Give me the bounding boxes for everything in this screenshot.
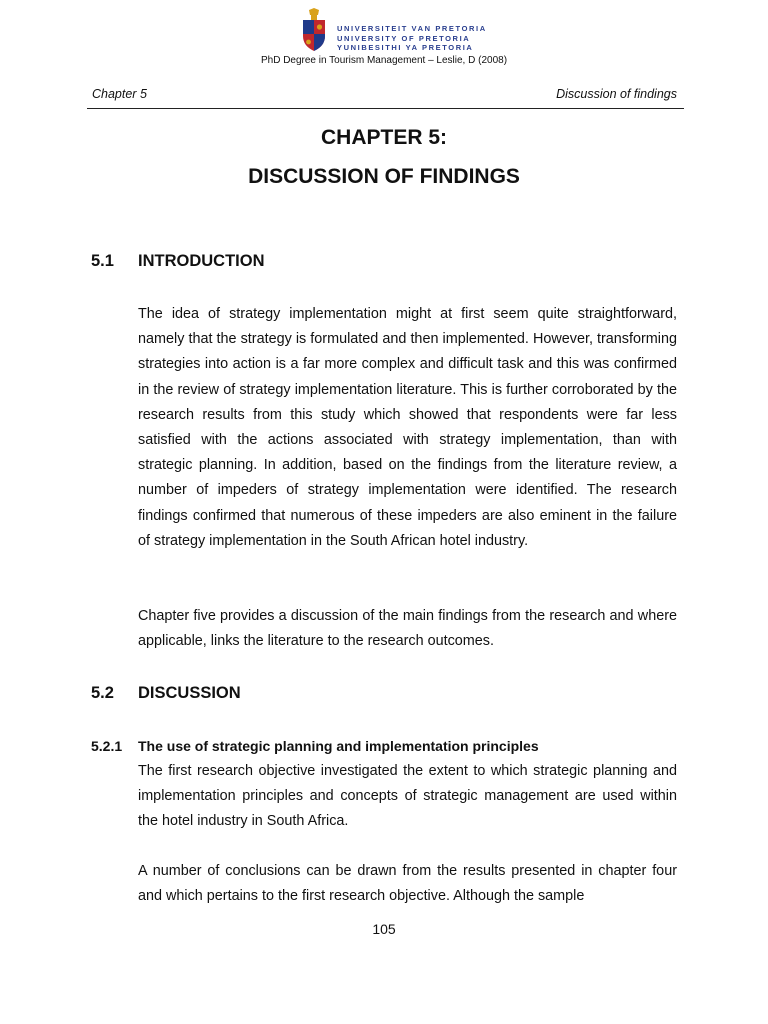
crest-icon [300, 8, 328, 52]
chapter-title: DISCUSSION OF FINDINGS [248, 165, 520, 188]
intro-paragraph-1: The idea of strategy implementation might at first seem quite straightforward, namely that the strategy is formulated and then implemented. However, transforming strategies into action is a far more complex and difficult task and this was confirmed in the review of strategy implementation literature. This is further corroborated by the research results from this study which showed that respondents were far less satisfied with the actions associated with strategy implementation, than with strategic planning. In addition, based on the findings from the literature review, a number of impeders of strategy implementation were identified. The research findings confirmed that numerous of these impeders are also eminent in the failure of strategy implementation in the South African hotel industry. [138, 306, 677, 549]
intro-paragraph-2: Chapter five provides a discussion of the main findings from the research and where applicable, links the literature to the research outcomes. [138, 608, 677, 650]
university-name-sepedi: YUNIBESITHI YA PRETORIA [337, 43, 474, 52]
subsection-5-2-1-title: The use of strategic planning and implementation principles [138, 738, 539, 754]
thesis-line: PhD Degree in Tourism Management – Leslie, D (2008) [260, 55, 508, 66]
section-5-2-title: DISCUSSION [138, 684, 241, 702]
university-logo [300, 8, 487, 54]
running-header-left: Chapter 5 [92, 87, 147, 101]
university-name-afrikaans: UNIVERSITEIT VAN PRETORIA [337, 24, 487, 33]
header-divider [87, 108, 684, 109]
section-5-1-title: INTRODUCTION [138, 252, 265, 270]
discussion-paragraph-1: The first research objective investigated the extent to which strategic planning and implementation principles and concepts of strategic management are used within the hotel industry in South Africa. [138, 763, 677, 830]
running-header-right: Discussion of findings [556, 87, 677, 101]
university-name-english: UNIVERSITY OF PRETORIA [337, 33, 471, 43]
page-number: 105 [372, 921, 396, 937]
section-5-2-number: 5.2 [91, 684, 114, 702]
discussion-paragraph-2: A number of conclusions can be drawn from the results presented in chapter four and which pertains to the first research objective. Although the sample [138, 863, 677, 905]
section-5-1-number: 5.1 [91, 252, 114, 270]
subsection-5-2-1-number: 5.2.1 [91, 738, 123, 754]
chapter-number: CHAPTER 5: [320, 126, 447, 149]
